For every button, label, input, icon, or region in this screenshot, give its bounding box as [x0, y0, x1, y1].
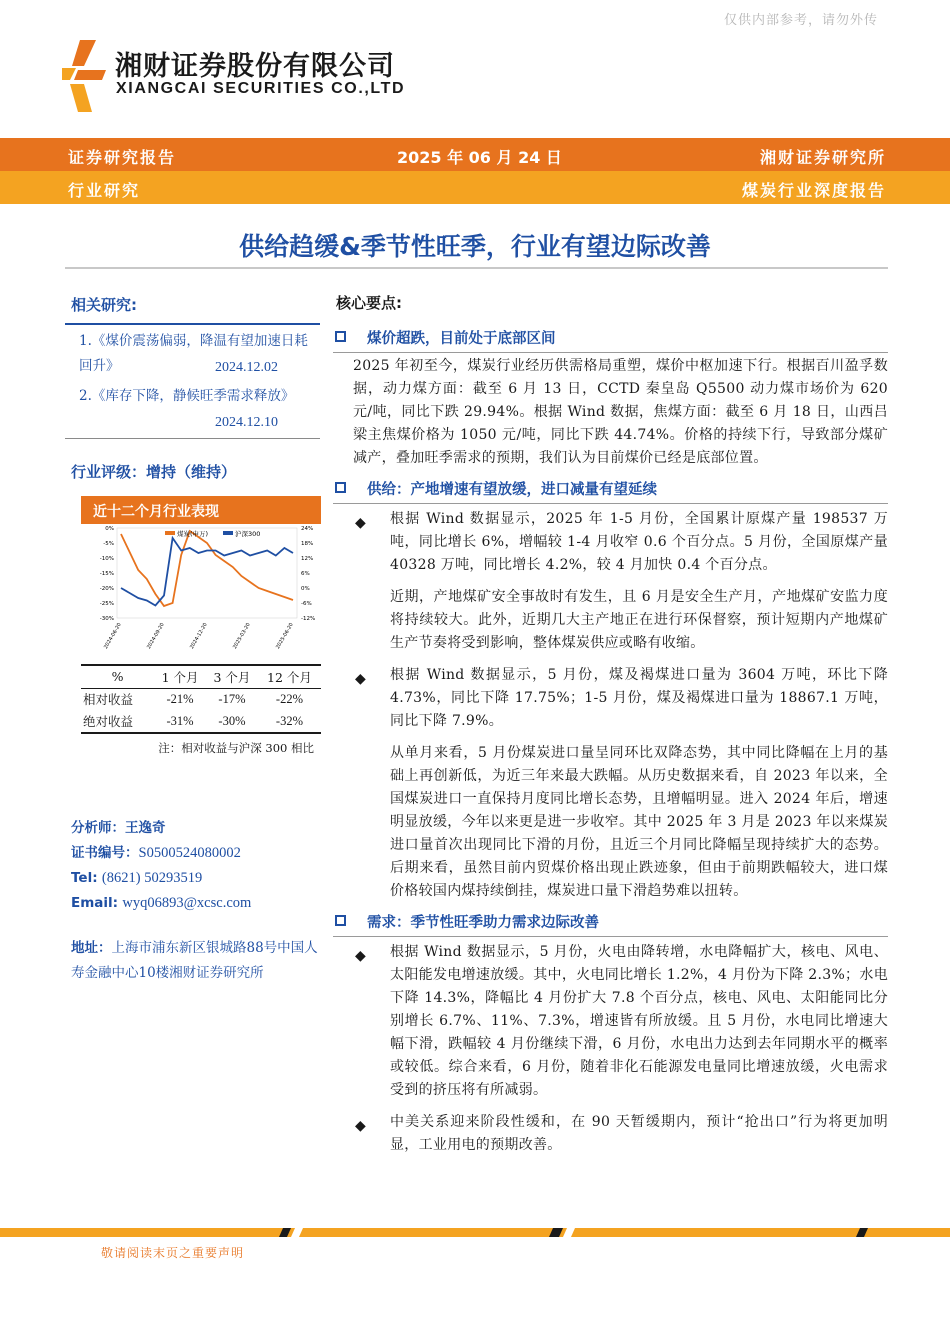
related-item-date: 2024.12.10	[215, 415, 278, 430]
left-tick-label: -10%	[99, 556, 114, 562]
series-line-hs300	[121, 538, 293, 606]
cert-number: S0500524080002	[138, 845, 241, 861]
analyst-name-label: 分析师：	[71, 820, 125, 836]
left-tick-label: -5%	[103, 541, 114, 547]
cell: -31%	[166, 713, 194, 728]
right-tick-label: -6%	[301, 601, 312, 607]
company-name-cn: 湘财证券股份有限公司	[115, 51, 395, 82]
related-item-text: 2.《库存下降，静候旺季需求释放》	[79, 388, 295, 404]
performance-table	[81, 664, 321, 734]
report-category: 行业研究	[68, 181, 141, 200]
x-tick-label: 2024-12-20	[189, 622, 209, 651]
bullet-item	[333, 941, 888, 1102]
diamond-bullet-icon: ◆	[355, 515, 367, 531]
institute-name: 湘财证券研究所	[759, 148, 886, 167]
section-title: 供给：产地增速有望放缓，进口减量有望延续	[367, 482, 657, 498]
address-label: 地址：	[71, 940, 112, 956]
left-tick-label: -25%	[99, 601, 114, 607]
analyst-name: 王逸奇	[125, 820, 166, 836]
main-content	[333, 280, 888, 1157]
related-item-2[interactable]	[65, 380, 320, 435]
related-item-1[interactable]	[65, 325, 320, 380]
header-band-top	[0, 138, 950, 171]
section-heading-price	[333, 327, 888, 351]
bullet-text: 根据 Wind 数据显示，5 月份，煤及褐煤进口量为 3604 万吨，环比下降 4.73%，同比下降 17.75%；1-5 月份，煤及褐煤进口量为 18867.1 万吨，同比下降 7.9%。	[390, 667, 888, 729]
bullet-text: 中美关系迎来阶段性缓和，在 90 天暂缓期内，预计“抢出口”行为将更加明显，工业用电的预期改善。	[390, 1114, 888, 1153]
right-tick-label: 24%	[301, 526, 314, 532]
tel-label: Tel:	[71, 870, 98, 886]
bullet-continuation: 近期，产地煤矿安全事故时有发生，且 6 月是安全生产月，产地煤矿安监力度将持续较大。此外，近期几大主产地正在进行环保督察，预计短期内产地煤矿生产节奏将受到影响，整体煤炭供应或略有收缩。	[390, 589, 888, 651]
section-heading-demand	[333, 911, 888, 935]
performance-chart-svg	[81, 524, 321, 654]
legend-label-hs300: 沪深300	[235, 530, 261, 538]
diamond-bullet-icon: ◆	[355, 948, 367, 964]
legend-swatch-coal	[165, 531, 175, 535]
table-header: 3 个月	[206, 666, 258, 688]
company-logo	[62, 40, 106, 112]
related-bottom-divider	[65, 438, 320, 439]
x-tick-label: 2024-09-20	[146, 622, 166, 651]
left-tick-label: -30%	[99, 616, 114, 622]
legend-swatch-hs300	[223, 531, 233, 535]
x-tick-label: 2024-06-20	[103, 622, 123, 651]
related-item-text: 1.《煤价震荡偏弱，降温有望加速日耗回升》	[79, 333, 308, 374]
x-tick-label: 2025-03-20	[232, 622, 252, 651]
left-tick-label: 0%	[105, 526, 114, 532]
title-divider	[65, 267, 888, 269]
bullet-item	[333, 1111, 888, 1157]
address-text: 上海市浦东新区银城路88号中国人寿金融中心10楼湘财证券研究所	[71, 940, 318, 981]
cert-label: 证书编号：	[71, 845, 139, 861]
table-header: %	[81, 666, 154, 688]
x-tick-label: 2025-06-20	[275, 622, 295, 651]
cell: -17%	[218, 691, 246, 706]
plot-frame	[117, 528, 297, 618]
left-tick-label: -20%	[99, 586, 114, 592]
diamond-bullet-icon: ◆	[355, 671, 367, 687]
industry-rating: 行业评级：增持（维持）	[71, 463, 237, 481]
bullet-continuation: 从单月来看，5 月份煤炭进口量呈同环比双降态势，其中同比降幅在上月的基础上再创新低，为近三年来最大跌幅。从历史数据来看，自 2023 年以来，全国煤炭进口一直保持月度同比增长态势，且增幅明显。进入 2024 年后，增速明显放缓，今年以来更是进一步收窄。其中 2025 年 3 月是 2023 年以来煤炭进口量首次出现同比下滑的月份，且近三个月同比降幅呈现持续扩大的态势。后期来看，虽然目前内贸煤价格出现止跌迹象，但由于前期跌幅较大，进口煤价格较国内煤持续倒挂，煤炭进口量下滑趋势难以扭转。	[390, 745, 888, 899]
report-date: 2025 年 06 月 24 日	[397, 148, 562, 167]
header-band-bottom	[0, 171, 950, 204]
email-label: Email:	[71, 895, 119, 911]
checkbox-square-icon	[335, 331, 346, 342]
right-tick-label: 6%	[301, 571, 310, 577]
checkbox-square-icon	[335, 482, 346, 493]
right-tick-label: 12%	[301, 556, 314, 562]
table-note: 注：相对收益与沪深 300 相比	[158, 741, 314, 755]
report-title: 供给趋缓&季节性旺季，行业有望边际改善	[239, 232, 711, 261]
table-row	[81, 710, 321, 732]
email-link[interactable]: wyq06893@xcsc.com	[122, 895, 252, 911]
right-tick-label: 0%	[301, 586, 310, 592]
section-title: 煤价超跌，目前处于底部区间	[367, 331, 556, 347]
row-label: 相对收益	[83, 692, 134, 708]
row-label: 绝对收益	[83, 714, 134, 729]
watermark: 仅供内部参考，请勿外传	[723, 13, 878, 28]
section-heading-supply	[333, 478, 888, 502]
related-item-date: 2024.12.02	[215, 360, 278, 375]
cell: -30%	[218, 713, 246, 728]
performance-chart	[81, 524, 321, 654]
bullet-text: 根据 Wind 数据显示，2025 年 1-5 月份，全国累计原煤产量 198537 万吨，同比增长 6%，增幅较 1-4 月收窄 0.6 个百分点。5 月份，全国原煤产量 40328 万吨，同比增长 4.2%，较 4 月加快 0.4 个百分点。	[390, 511, 888, 573]
section-title: 需求：季节性旺季助力需求边际改善	[367, 915, 599, 931]
section-divider	[333, 936, 888, 937]
checkbox-square-icon	[335, 915, 346, 926]
footer-disclaimer: 敬请阅读末页之重要声明	[101, 1246, 245, 1260]
right-tick-label: -12%	[301, 616, 316, 622]
bullet-text: 根据 Wind 数据显示，5 月份，火电由降转增，水电降幅扩大，核电、风电、太阳能发电增速放缓。其中，火电同比增长 1.2%，4 月份为下降 2.3%；水电下降 14.3%，降幅比 4 月份扩大 7.8 个百分点，核电、风电、太阳能同比分别增长 6.7%、11%、7.3%，增速皆有所放缓。且 5 月份，水电同比增速大幅下滑，跌幅较 4 月份继续下滑，6 月份，水电出力达到去年同期水平的概率或较低。综合来看，6 月份，随着非化石能源发电量同比增速放缓，火电需求受到的挤压将有所减弱。	[390, 944, 888, 1098]
address	[65, 936, 320, 986]
section-paragraph: 2025 年初至今，煤炭行业经历供需格局重塑，煤价中枢加速下行。根据百川盈孚数据，动力煤方面：截至 6 月 13 日，CCTD 秦皇岛 Q5500 动力煤市场价为 620 元/吨，同比下跌 29.94%。根据 Wind 数据，焦煤方面：截至 6 月 18 日，山西吕梁主焦煤价格为 1050 元/吨，同比下跌 44.74%。价格的持续下行，导致部分煤矿减产，叠加旺季需求的预期，我们认为目前煤价已经是底部位置。	[353, 358, 888, 466]
table-header: 12 个月	[258, 666, 321, 688]
section-divider	[333, 503, 888, 504]
diamond-bullet-icon: ◆	[355, 1118, 367, 1134]
legend-label-coal: 煤炭(申万)	[177, 530, 209, 538]
table-row	[81, 688, 321, 710]
cell: -22%	[275, 691, 303, 706]
cell: -32%	[275, 713, 303, 728]
bullet-item	[333, 664, 888, 733]
table-header: 1 个月	[154, 666, 206, 688]
related-research-heading: 相关研究:	[71, 296, 137, 314]
report-type: 证券研究报告	[68, 148, 177, 167]
chart-heading: 近十二个月行业表现	[81, 496, 321, 524]
company-name-en: XIANGCAI SECURITIES CO.,LTD	[116, 80, 406, 97]
footer-stripe	[0, 1228, 950, 1237]
core-heading: 核心要点:	[336, 294, 402, 312]
right-tick-label: 18%	[301, 541, 314, 547]
series-line-coal	[121, 531, 293, 606]
report-kind: 煤炭行业深度报告	[741, 181, 886, 200]
section-divider	[333, 352, 888, 353]
analyst-info	[65, 816, 320, 916]
cell: -21%	[166, 691, 194, 706]
tel-number: (8621) 50293519	[101, 870, 203, 886]
bullet-item	[333, 508, 888, 577]
left-sidebar	[65, 280, 320, 986]
left-tick-label: -15%	[99, 571, 114, 577]
